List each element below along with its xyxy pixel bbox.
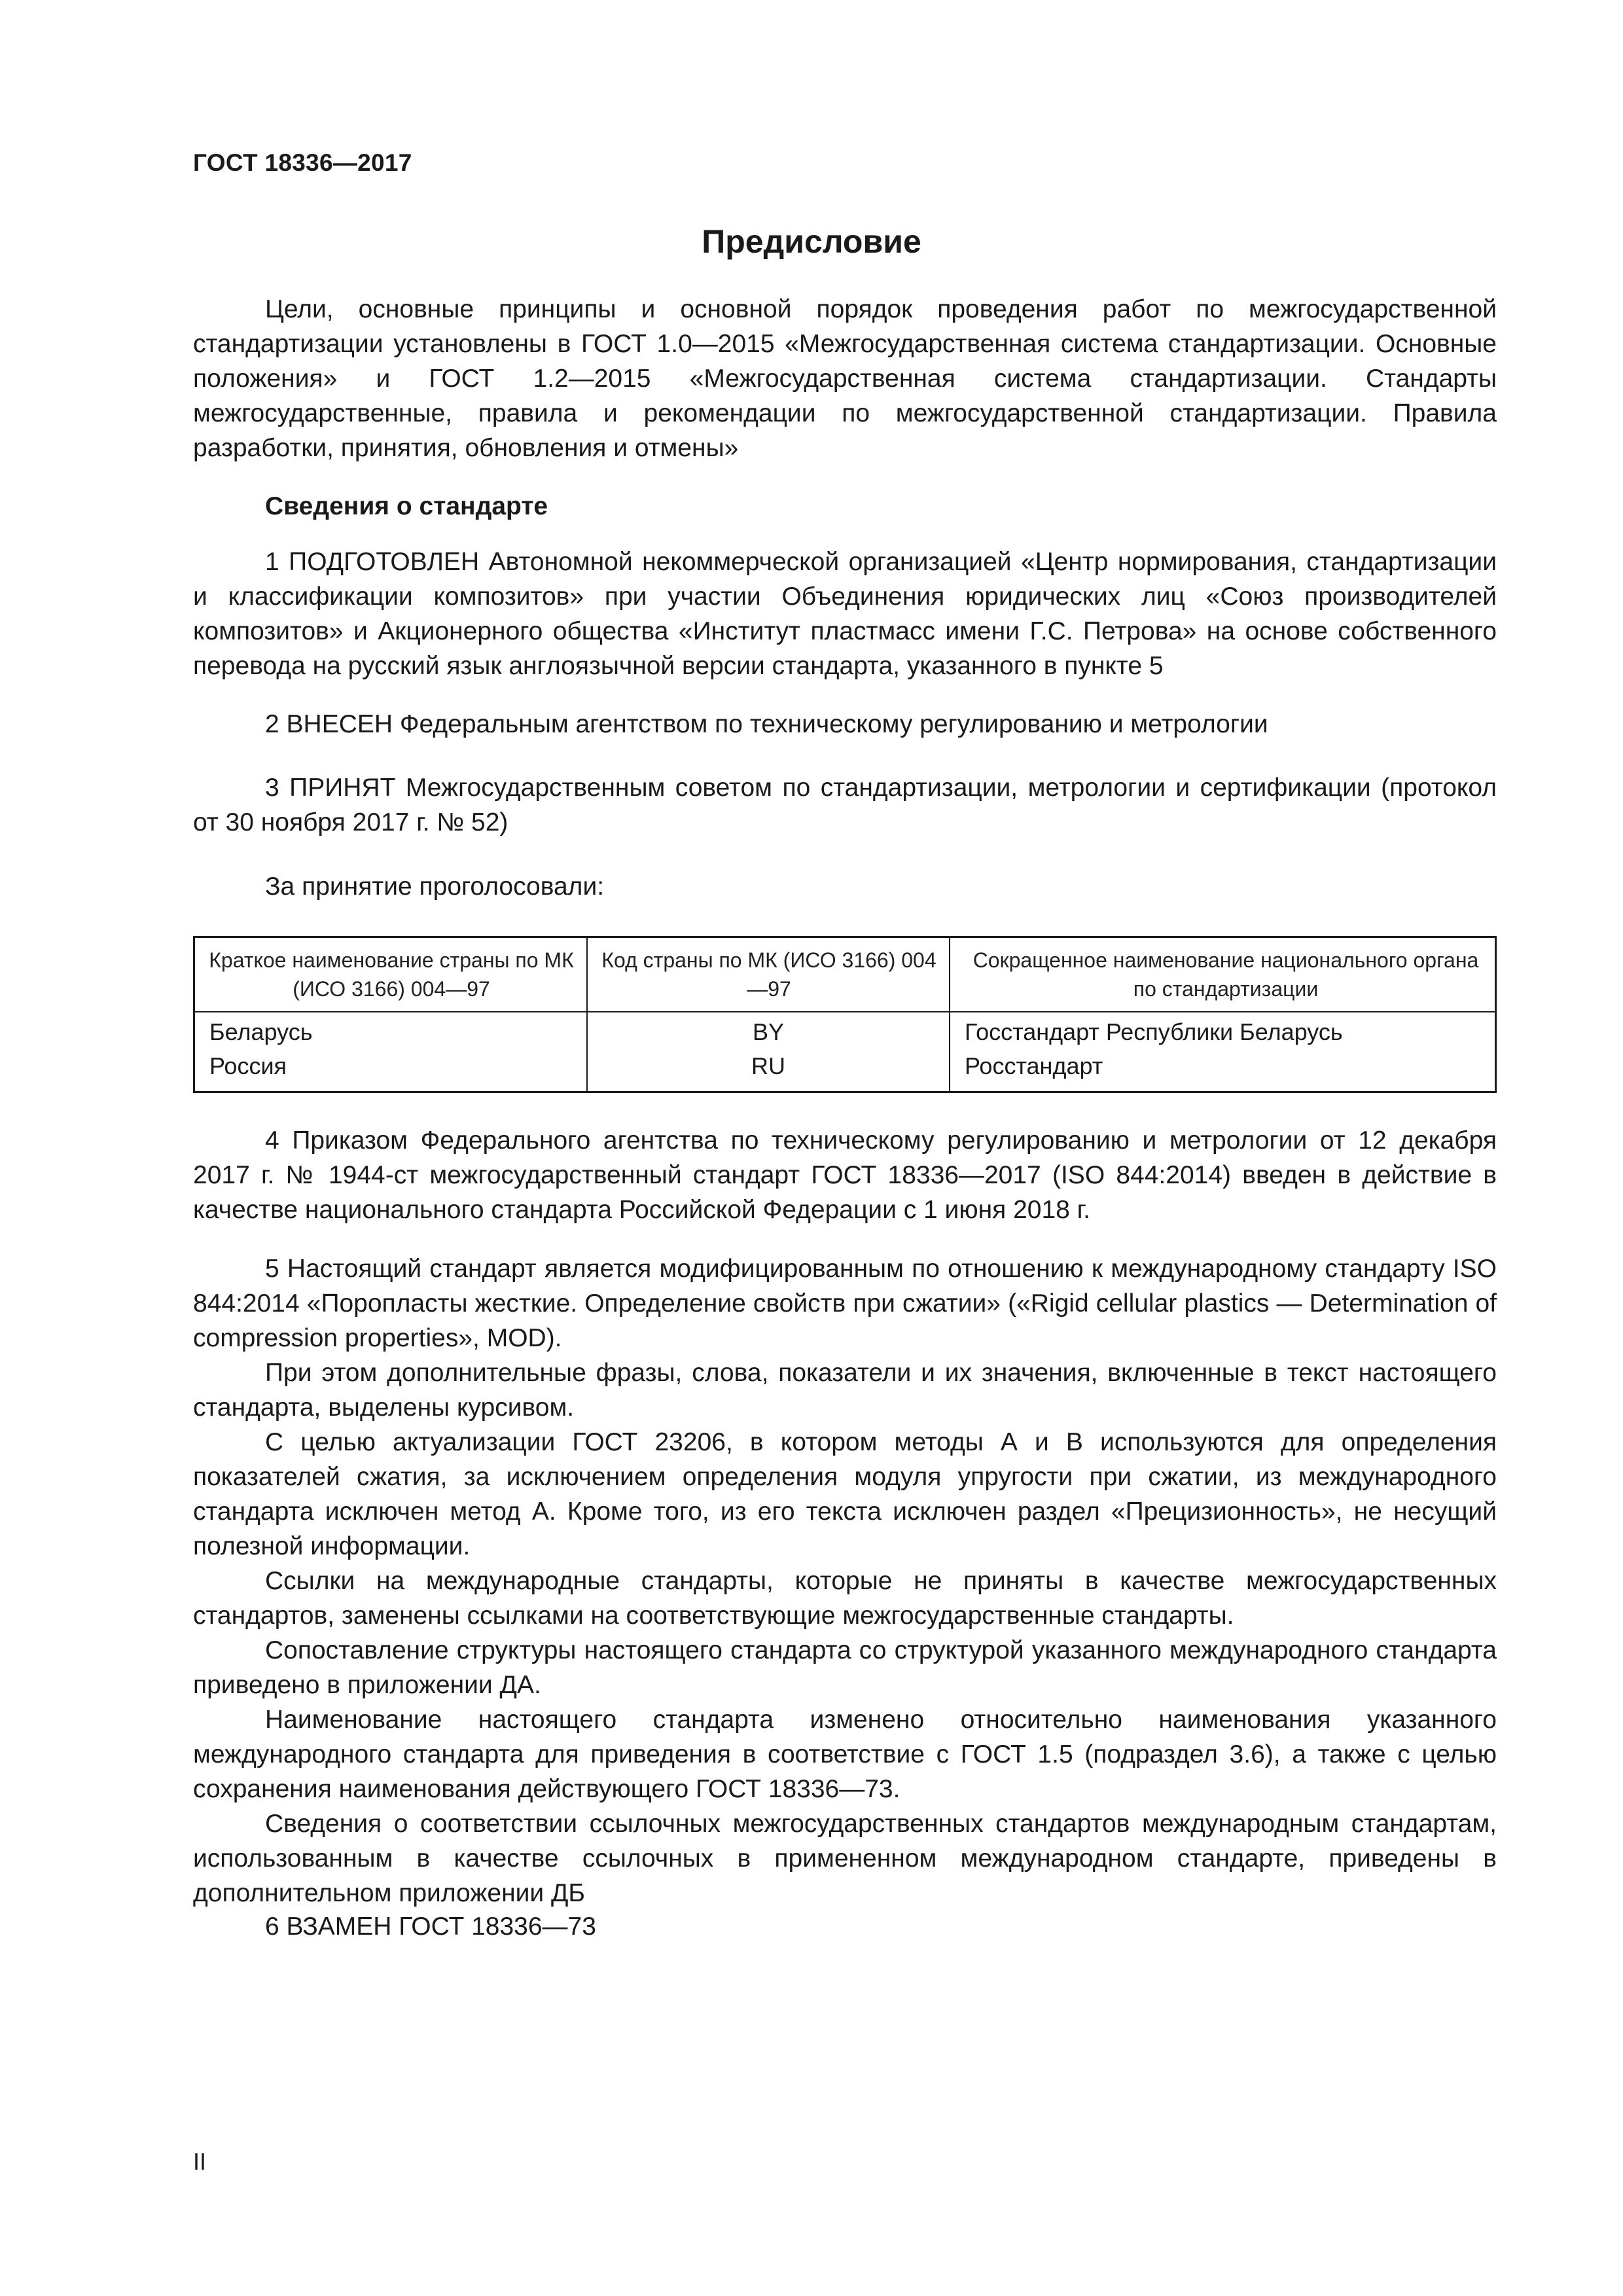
table-cell-code: BY: [752, 1018, 785, 1045]
table-cell-body: Росстандарт: [965, 1052, 1103, 1079]
page-title: Предисловие: [702, 223, 921, 260]
item-4-paragraph: 4 Приказом Федерального агентства по техническому регулированию и метрологии от 12 декабря 2017 г. № 1944-ст межгосударственный стандарт ГОСТ 18336—2017 (ISO 844:2014) введен в действие в качестве национального стандарта Российской Федерации с 1 июня 2018 г.: [193, 1126, 1497, 1224]
table-header-country: Краткое наименование страны по МК (ИСО 3166) 004—97: [209, 948, 574, 1001]
item-5-paragraph: С целью актуализации ГОСТ 23206, в котором методы А и В используются для определения показателей сжатия, за исключением определения модуля упругости при сжатии, из международного стандарта исключен метод А. Кроме того, из его текста исключен раздел «Прецизионность», не несущий полезной информации.: [193, 1428, 1497, 1560]
item-5-paragraph: Ссылки на международные стандарты, которые не приняты в качестве межгосударственных стандартов, заменены ссылками на соответствующие межгосударственные стандарты.: [193, 1567, 1497, 1630]
intro-block: [193, 292, 1497, 465]
voted-label: За принятие проголосовали:: [265, 872, 605, 901]
table-cell-country: Беларусь: [209, 1018, 313, 1045]
table-row: [195, 1015, 1495, 1049]
item-2-paragraph: 2 ВНЕСЕН Федеральным агентством по техническому регулированию и метрологии: [265, 710, 1268, 738]
item-5-paragraph: Наименование настоящего стандарта изменено относительно наименования указанного международного стандарта для приведения в соответствие с ГОСТ 1.5 (подраздел 3.6), а также с целью сохранения наименования действующего ГОСТ 18336—73.: [193, 1706, 1497, 1803]
item-5-paragraph: Сопоставление структуры настоящего стандарта со структурой указанного международного стандарта приведено в приложении ДА.: [193, 1636, 1497, 1699]
voting-table: [193, 936, 1497, 1093]
table-cell-code: RU: [751, 1052, 785, 1079]
table-cell-country: Россия: [209, 1052, 287, 1079]
table-body: [195, 1015, 1495, 1083]
item-5-paragraph: 5 Настоящий стандарт является модифицированным по отношению к международному стандарту ISO 844:2014 «Поропласты жесткие. Определение свойств при сжатии» («Rigid cellular plastics — Determination of compression properties», MOD).: [193, 1255, 1497, 1352]
intro-paragraph: Цели, основные принципы и основной порядок проведения работ по межгосударственной стандартизации установлены в ГОСТ 1.0—2015 «Межгосударственная система стандартизации. Основные положения» и ГОСТ 1.2—2015 «Межгосударственная система стандартизации. Стандарты межгосударственные, правила и рекомендации по межгосударственной стандартизации. Правила разработки, принятия, обновления и отмены»: [193, 295, 1497, 462]
item-5-paragraph: При этом дополнительные фразы, слова, показатели и их значения, включенные в текст настоящего стандарта, выделены курсивом.: [193, 1359, 1497, 1422]
table-header-body: Сокращенное наименование национального органа по стандартизации: [972, 948, 1479, 1001]
item-3-block: [193, 770, 1497, 840]
item-6-paragraph: 6 ВЗАМЕН ГОСТ 18336—73: [265, 1912, 596, 1941]
table-header-code: Код страны по МК (ИСО 3166) 004—97: [601, 948, 936, 1001]
table-row: [195, 1049, 1495, 1083]
item-1-block: [193, 545, 1497, 683]
item-5-block: [193, 1251, 1497, 1910]
item-1-paragraph: 1 ПОДГОТОВЛЕН Автономной некоммерческой организацией «Центр нормирования, стандартизации и классификации композитов» при участии Объединения юридических лиц «Союз производителей композитов» и Акционерного общества «Институт пластмасс имени Г.С. Петрова» на основе собственного перевода на русский язык англоязычной версии стандарта, указанного в пункте 5: [193, 548, 1497, 680]
section-heading: Сведения о стандарте: [265, 492, 548, 520]
item-5-paragraph: Сведения о соответствии ссылочных межгосударственных стандартов международным стандартам, использованным в качестве ссылочных в примененном международном стандарте, приведены в дополнительном приложении ДБ: [193, 1810, 1497, 1907]
document-code: ГОСТ 18336—2017: [193, 149, 412, 176]
table-cell-body: Госстандарт Республики Беларусь: [965, 1018, 1343, 1045]
page-number: II: [193, 2148, 207, 2175]
table-header: [195, 938, 1495, 1013]
item-3-paragraph: 3 ПРИНЯТ Межгосударственным советом по стандартизации, метрологии и сертификации (протокол от 30 ноября 2017 г. № 52): [193, 774, 1497, 836]
item-4-block: [193, 1123, 1497, 1227]
